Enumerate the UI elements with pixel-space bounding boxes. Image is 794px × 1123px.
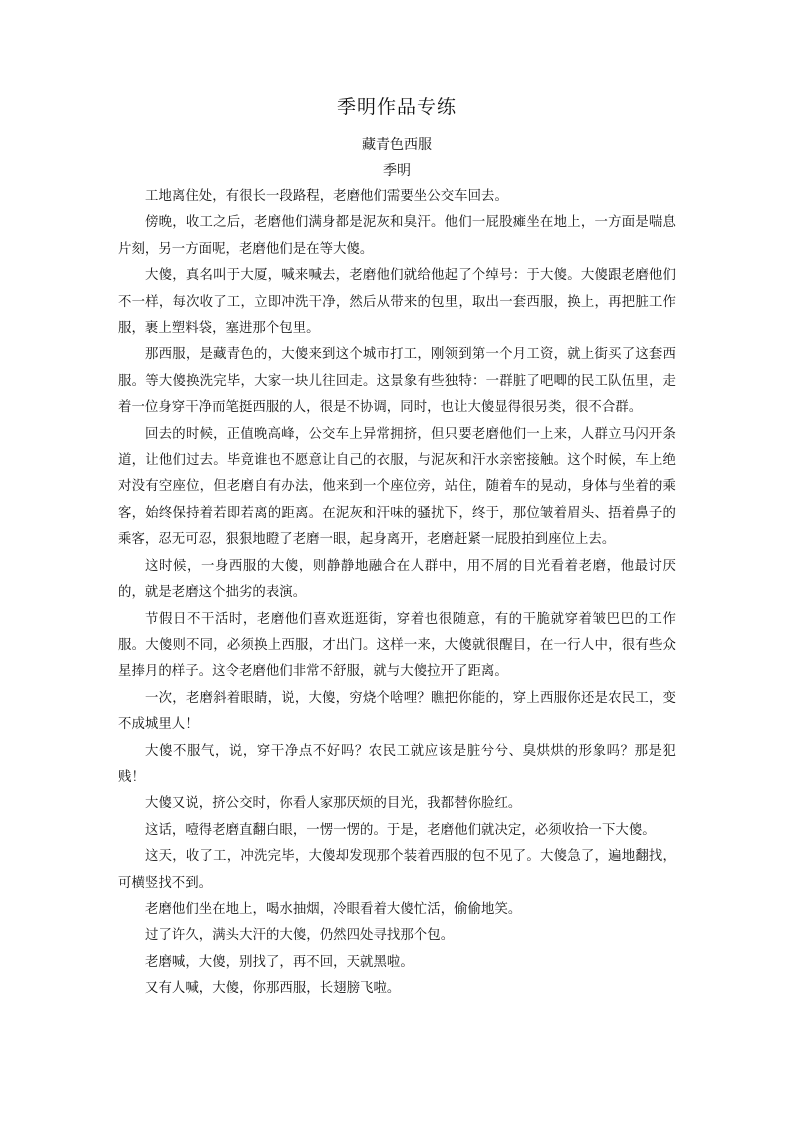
paragraph: 这话，噎得老磨直翻白眼，一愣一愣的。于是，老磨他们就决定，必须收拾一下大傻。 [145, 822, 656, 838]
paragraph: 这天，收了工，冲洗完毕，大傻却发现那个装着西服的包不见了。大傻急了，遍地翻找，可横竖找不到。 [118, 849, 676, 891]
paragraph: 那西服，是藏青色的，大傻来到这个城市打工，刚领到第一个月工资，就上街买了这套西服。等大傻换洗完毕，大家一块儿往回走。这景象有些独特：一群脏了吧唧的民工队伍里，走着一位身穿干净而笔挺西服的人，很是不协调，同时，也让大傻显得很另类，很不合群。 [118, 347, 676, 416]
paragraph: 又有人喊，大傻，你那西服，长翅膀飞啦。 [145, 981, 401, 997]
paragraph: 大傻，真名叫于大厦，喊来喊去，老磨他们就给他起了个绰号：于大傻。大傻跟老磨他们不一样，每次收了工，立即冲洗干净，然后从带来的包里，取出一套西服，换上，再把脏工作服，裹上塑料袋，塞进那个包里。 [118, 268, 676, 337]
story-title: 藏青色西服 [362, 137, 432, 153]
paragraph: 一次，老磨斜着眼睛，说，大傻，穷烧个啥哩？瞧把你能的，穿上西服你还是农民工，变不成城里人！ [118, 690, 676, 733]
paragraph: 节假日不干活时，老磨他们喜欢逛逛街，穿着也很随意，有的干脆就穿着皱巴巴的工作服。大傻则不同，必须换上西服，才出门。这样一来，大傻就很醒目，在一行人中，很有些众星捧月的样子。这令老磨他们非常不舒服，就与大傻拉开了距离。 [118, 611, 676, 680]
paragraph: 大傻不服气，说，穿干净点不好吗？农民工就应该是脏兮兮、臭烘烘的形象吗？那是犯贱！ [118, 743, 676, 785]
document-title: 季明作品专练 [336, 96, 457, 118]
paragraph: 老磨喊，大傻，别找了，再不回，天就黑啦。 [145, 954, 414, 970]
story-author: 季明 [383, 163, 411, 179]
paragraph: 老磨他们坐在地上，喝水抽烟，冷眼看着大傻忙活，偷偷地笑。 [145, 901, 522, 917]
paragraph: 回去的时候，正值晚高峰，公交车上异常拥挤，但只要老磨他们一上来，人群立马闪开条道，让他们过去。毕竟谁也不愿意让自己的衣服，与泥灰和汗水亲密接触。这个时候，车上绝对没有空座位，但老磨自有办法，他来到一个座位旁，站住，随着车的晃动，身体与坐着的乘客，始终保持着若即若离的距离。在泥灰和汗味的骚扰下，终于，那位皱着眉头、捂着鼻子的乘客，忍无可忍，狠狠地瞪了老磨一眼，起身离开，老磨赶紧一屁股拍到座位上去。 [118, 426, 676, 548]
paragraph: 大傻又说，挤公交时，你看人家那厌烦的目光，我都替你脸红。 [145, 796, 522, 812]
story-body [118, 184, 676, 1003]
paragraph: 这时候，一身西服的大傻，则静静地融合在人群中，用不屑的目光看着老磨，他最讨厌的，就是老磨这个拙劣的表演。 [118, 558, 676, 601]
paragraph: 傍晚，收工之后，老磨他们满身都是泥灰和臭汗。他们一屁股瘫坐在地上，一方面是喘息片刻，另一方面呢，老磨他们是在等大傻。 [118, 215, 676, 257]
paragraph: 过了许久，满头大汗的大傻，仍然四处寻找那个包。 [145, 928, 455, 944]
paragraph: 工地离住处，有很长一段路程，老磨他们需要坐公交车回去。 [145, 189, 508, 204]
